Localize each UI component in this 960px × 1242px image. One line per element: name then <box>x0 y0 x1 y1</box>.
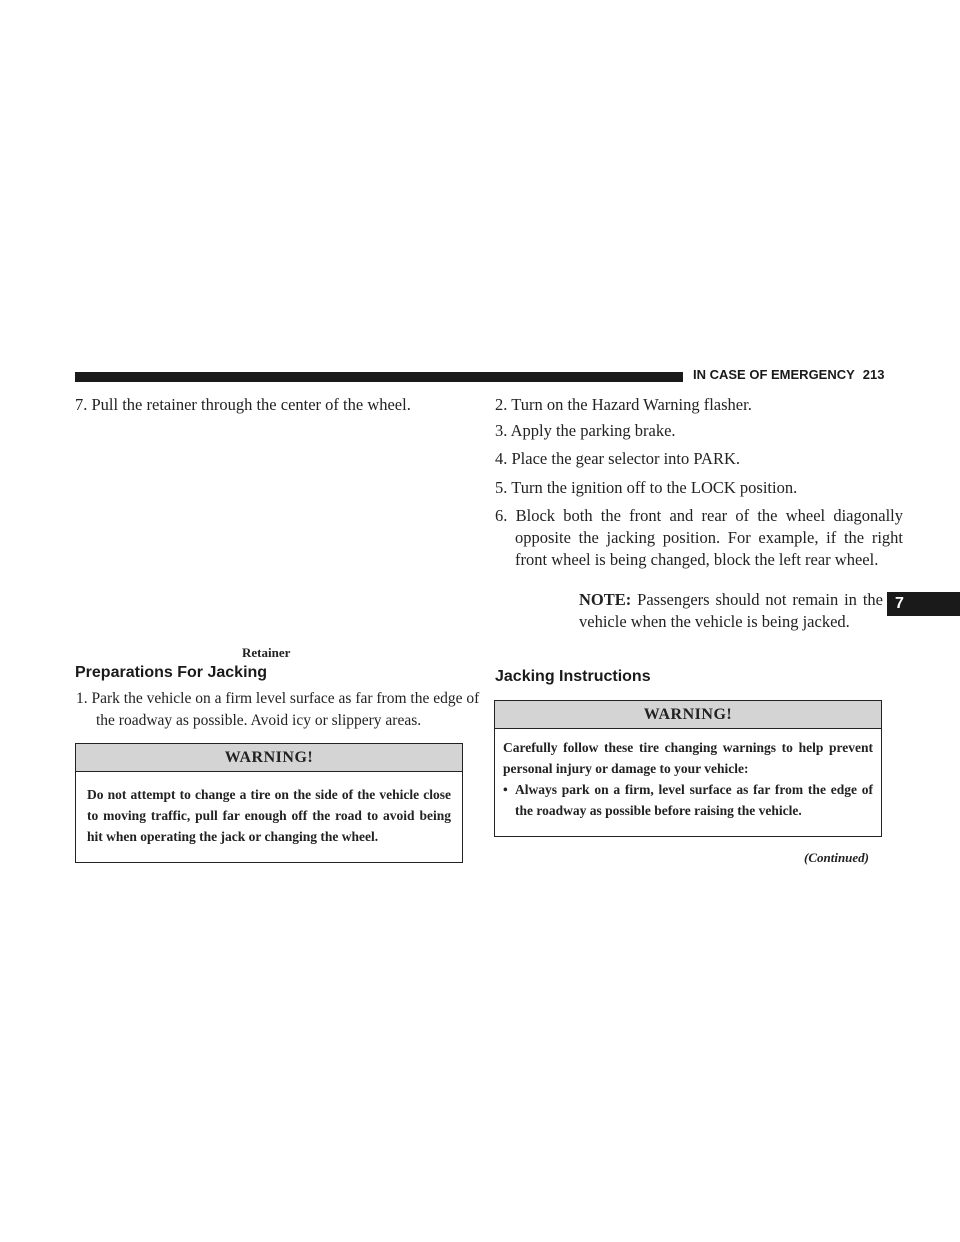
step-3: 3. Apply the parking brake. <box>495 421 676 440</box>
warning-intro: Carefully follow these tire changing warnings to help prevent personal injury or damage to your vehicle: <box>503 740 873 776</box>
warning-text: Do not attempt to change a tire on the side of the vehicle close to moving traffic, pull far enough off the road to avoid being hit when operating the jack or changing the wheel. <box>87 787 451 844</box>
continued-label: (Continued) <box>804 850 870 865</box>
step-5: 5. Turn the ignition off to the LOCK position. <box>495 478 798 497</box>
chapter-tab: 7 <box>887 592 960 616</box>
warning-bullet <box>503 779 873 821</box>
header-section: IN CASE OF EMERGENCY <box>693 367 855 382</box>
warning-box-tire-changing <box>494 700 882 837</box>
section-heading-preparations: Preparations For Jacking <box>75 664 268 681</box>
header-rule <box>75 372 683 382</box>
warning-title: WARNING! <box>76 744 462 772</box>
warning-bullet-text: Always park on a firm, level surface as far from the edge of the roadway as possible before raising the vehicle. <box>515 782 873 818</box>
figure-caption: Retainer <box>242 645 291 660</box>
step-4: 4. Place the gear selector into PARK. <box>495 449 741 468</box>
step-1: 1. Park the vehicle on a firm level surface as far from the edge of the roadway as possible. Avoid icy or slippery areas. <box>76 690 480 729</box>
step-6: 6. Block both the front and rear of the wheel diagonally opposite the jacking position. For example, if the right front wheel is being changed, block the left rear wheel. <box>495 506 903 569</box>
warning-title: WARNING! <box>495 701 881 729</box>
note <box>579 589 883 633</box>
section-heading-jacking: Jacking Instructions <box>495 668 651 685</box>
note-label: NOTE: <box>579 590 632 609</box>
page-number: 213 <box>862 367 885 382</box>
step-2: 2. Turn on the Hazard Warning flasher. <box>495 395 752 414</box>
step-7: 7. Pull the retainer through the center of the wheel. <box>75 395 411 414</box>
running-header <box>693 367 893 387</box>
warning-box-traffic <box>75 743 463 863</box>
note-text: Passengers should not remain in the vehicle when the vehicle is being jacked. <box>579 590 883 631</box>
bullet-icon: • <box>503 782 508 797</box>
